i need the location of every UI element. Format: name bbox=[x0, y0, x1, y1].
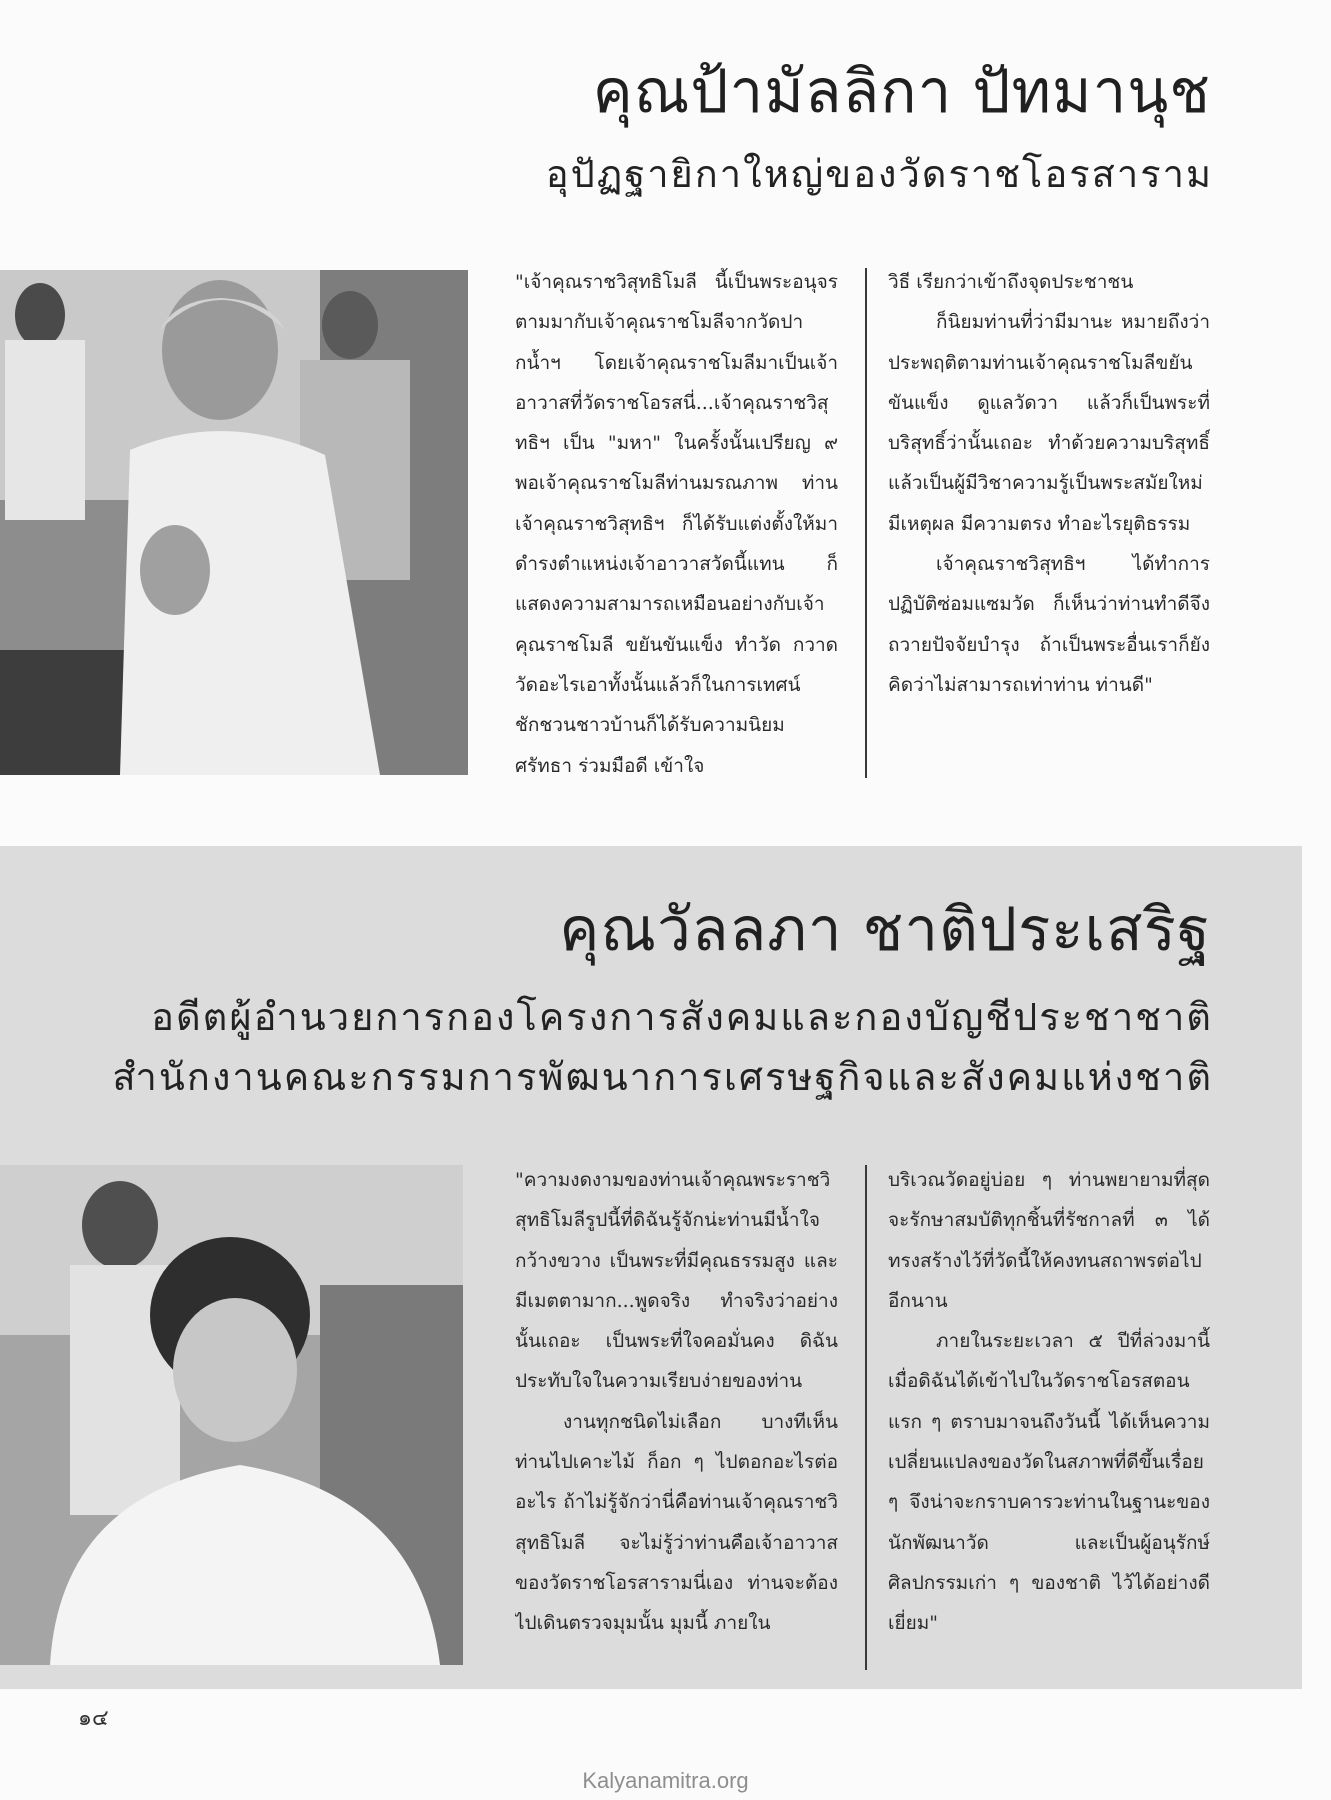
article1-subtitle: อุปัฏฐายิกาใหญ่ของวัดราชโอรสาราม bbox=[545, 152, 1213, 196]
article1-title: คุณป้ามัลลิกา ปัทมานุช bbox=[592, 57, 1211, 127]
article1-column-divider bbox=[865, 268, 867, 778]
woman-portrait-photo bbox=[0, 1165, 463, 1665]
article2-column-divider bbox=[865, 1165, 867, 1670]
article2-title: คุณวัลลภา ชาติประเสริฐ bbox=[559, 895, 1211, 965]
article1-col2-paragraph: เจ้าคุณราชวิสุทธิฯ ได้ทำการปฏิบัติซ่อมแซมวัด ก็เห็นว่าท่านทำดีจึงถวายปัจจัยบำรุง ถ้าเป็นพระอื่นเราก็ยังคิดว่าไม่สามารถเท่าท่าน ท่านดี" bbox=[888, 553, 1210, 696]
article2-col1-paragraph: งานทุกชนิดไม่เลือก บางทีเห็นท่านไปเคาะไม้ ก็อก ๆ ไปตอกอะไรต่ออะไร ถ้าไม่รู้จักว่านี่คือท่านเจ้าคุณราชวิสุทธิโมลี จะไม่รู้ว่าท่านคือเจ้าอาวาสของวัดราชโอรสารามนี่เอง ท่านจะต้องไปเดินตรวจมุมนั้น มุมนี้ ภายใน bbox=[515, 1410, 838, 1635]
article1-col2-paragraph: วิธี เรียกว่าเข้าถึงจุดประชาชน bbox=[888, 271, 1134, 293]
elderly-woman-praying-photo bbox=[0, 270, 468, 775]
article2-col2-paragraph: ภายในระยะเวลา ๕ ปีที่ล่วงมานี้ เมื่อดิฉันได้เข้าไปในวัดราชโอรสตอนแรก ๆ ตราบมาจนถึงวันนี้ ได้เห็นความเปลี่ยนแปลงของวัดในสภาพที่ดีขึ้นเรื่อย ๆ จึงน่าจะกราบคารวะท่านในฐานะของนักพัฒนาวัด และเป็นผู้อนุรักษ์ศิลปกรรมเก่า ๆ ของชาติ ไว้ได้อย่างดีเยี่ยม" bbox=[888, 1330, 1210, 1635]
article1-column-2 bbox=[888, 262, 1210, 702]
article2-subtitle-line1: อดีตผู้อำนวยการกองโครงการสังคมและกองบัญชีประชาชาติ bbox=[151, 995, 1213, 1039]
article1-col1-paragraph: "เจ้าคุณราชวิสุทธิโมลี นี้เป็นพระอนุจรตามมากับเจ้าคุณราชโมลีจากวัดปากน้ำฯ โดยเจ้าคุณราชโมลีมาเป็นเจ้าอาวาสที่วัดราชโอรสนี่...เจ้าคุณราชวิสุทธิฯ เป็น "มหา" ในครั้งนั้นเปรียญ ๙ พอเจ้าคุณราชโมลีท่านมรณภาพ ท่านเจ้าคุณราชวิสุทธิฯ ก็ได้รับแต่งตั้งให้มาดำรงตำแหน่งเจ้าอาวาสวัดนี้แทน ก็แสดงความสามารถเหมือนอย่างกับเจ้าคุณราชโมลี ขยันขันแข็ง ทำวัด กวาดวัดอะไรเอาทั้งนั้นแล้วก็ในการเทศน์ชักชวนชาวบ้านก็ได้รับความนิยม ศรัทธา ร่วมมือดี เข้าใจ bbox=[515, 271, 838, 777]
article1-column-1 bbox=[515, 262, 838, 784]
page-number: ๑๔ bbox=[78, 1706, 109, 1731]
watermark-text: Kalyanamitra.org bbox=[582, 1768, 749, 1793]
article1-col2-paragraph: ก็นิยมท่านที่ว่ามีมานะ หมายถึงว่าประพฤติตามท่านเจ้าคุณราชโมลีขยันขันแข็ง ดูแลวัดวา แล้วก็เป็นพระที่บริสุทธิ์ว่านั้นเถอะ ทำด้วยความบริสุทธิ์แล้วเป็นผู้มีวิชาความรู้เป็นพระสมัยใหม่ มีเหตุผล มีความตรง ทำอะไรยุติธรรม bbox=[888, 311, 1210, 535]
article2-photo bbox=[0, 1165, 463, 1665]
article2-subtitle-line2: สำนักงานคณะกรรมการพัฒนาการเศรษฐกิจและสังคมแห่งชาติ bbox=[112, 1055, 1213, 1099]
article2-column-2 bbox=[888, 1160, 1210, 1650]
article2-col1-paragraph: "ความงดงามของท่านเจ้าคุณพระราชวิสุทธิโมลีรูปนี้ที่ดิฉันรู้จักน่ะท่านมีน้ำใจกว้างขวาง เป็นพระที่มีคุณธรรมสูง และมีเมตตามาก...พูดจริง ทำจริงว่าอย่างนั้นเถอะ เป็นพระที่ใจคอมั่นคง ดิฉันประทับใจในความเรียบง่ายของท่าน bbox=[515, 1169, 838, 1393]
article2-column-1 bbox=[515, 1160, 838, 1680]
article2-col2-paragraph: บริเวณวัดอยู่บ่อย ๆ ท่านพยายามที่สุดจะรักษาสมบัติทุกชิ้นที่รัชกาลที่ ๓ ได้ทรงสร้างไว้ที่วัดนี้ให้คงทนสถาพรต่อไปอีกนาน bbox=[888, 1169, 1210, 1312]
article1-photo bbox=[0, 270, 468, 775]
